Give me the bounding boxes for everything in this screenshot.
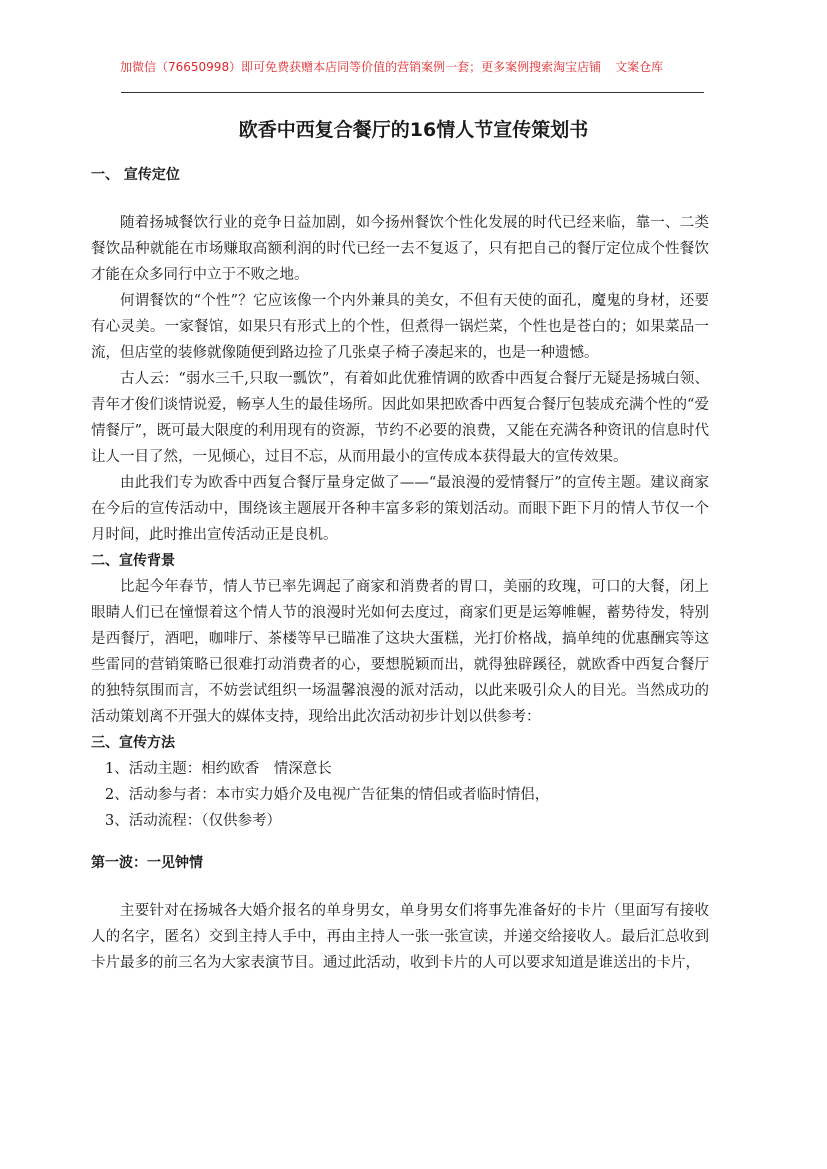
document-title: 欧香中西复合餐厅的16情人节宣传策划书 — [238, 119, 589, 141]
paragraph: 古人云：“弱水三千,只取一瓢饮”，有着如此优雅情调的欧香中西复合餐厅无疑是扬城白领、青年才俊们谈情说爱，畅享人生的最佳场所。因此如果把欧香中西复合餐厅包装成充满个性的“爱情餐厅”，既可最大限度的利用现有的资源，节约不必要的浪费，又能在充满各种资讯的信息时代让人一目了然，一见倾心，过目不忘，从而用最小的宣传成本获得最大的宣传效果。 — [91, 371, 709, 465]
header-promo-note — [120, 58, 710, 75]
section-heading-method: 三、宣传方法 — [91, 735, 175, 751]
paragraph: 比起今年春节，情人节已率先调起了商家和消费者的胃口，美丽的玫瑰，可口的大餐，闭上眼睛人们已在憧憬着这个情人节的浪漫时光如何去度过，商家们更是运筹帷幄，蓄势待发，特别是西餐厅，酒吧，咖啡厅、茶楼等早已瞄准了这块大蛋糕，光打价格战，搞单纯的优惠酬宾等这些雷同的营销策略已很难打动消费者的心，要想脱颖而出，就得独辟蹊径，就欧香中西复合餐厅的独特氛围而言，不妨尝试组织一场温馨浪漫的派对活动，以此来吸引众人的目光。当然成功的活动策划离不开强大的媒体支持，现给出此次活动初步计划以供参考： — [91, 579, 709, 725]
header-divider — [121, 92, 704, 93]
paragraph: 主要针对在扬城各大婚介报名的单身男女，单身男女们将事先准备好的卡片（里面写有接收人的名字，匿名）交到主持人手中，再由主持人一张一张宣读，并递交给接收人。最后汇总收到卡片最多的前三名为大家表演节目。通过此活动，收到卡片的人可以要求知道是谁送出的卡片， — [91, 903, 709, 971]
wave-heading-first: 第一波：一见钟情 — [91, 855, 203, 871]
list-item: 2、活动参与者：本市实力婚介及电视广告征集的情侣或者临时情侣， — [105, 787, 550, 803]
list-item: 3、活动流程：（仅供参考） — [105, 813, 281, 829]
header-promo-shop: 文案仓库 — [615, 60, 664, 74]
paragraph: 何谓餐饮的“个性”？它应该像一个内外兼具的美女，不但有天使的面孔，魔鬼的身材，还要有心灵美。一家餐馆，如果只有形式上的个性，但煮得一锅烂菜，个性也是苍白的；如果菜品一流，但店堂的装修就像随便到路边捡了几张桌子椅子凑起来的，也是一种遗憾。 — [91, 293, 709, 361]
paragraph: 由此我们专为欧香中西复合餐厅量身定做了——“最浪漫的爱情餐厅”的宣传主题。建议商家在今后的宣传活动中，围绕该主题展开各种丰富多彩的策划活动。而眼下距下月的情人节仅一个月时间，此时推出宣传活动正是良机。 — [91, 475, 709, 543]
paragraph: 随着扬城餐饮行业的竞争日益加剧，如今扬州餐饮个性化发展的时代已经来临，靠一、二类餐饮品种就能在市场赚取高额利润的时代已经一去不复返了，只有把自己的餐厅定位成个性餐饮才能在众多同行中立于不败之地。 — [91, 215, 709, 283]
header-promo-main: 加微信（76650998）即可免费获赠本店同等价值的营销案例一套；更多案例搜索淘宝店铺 — [120, 60, 602, 74]
section-heading-positioning: 一、 宣传定位 — [91, 167, 180, 183]
document-body — [91, 162, 709, 976]
section-heading-background: 二、宣传背景 — [91, 553, 175, 569]
list-item: 1、活动主题：相约欧香 情深意长 — [105, 761, 332, 777]
